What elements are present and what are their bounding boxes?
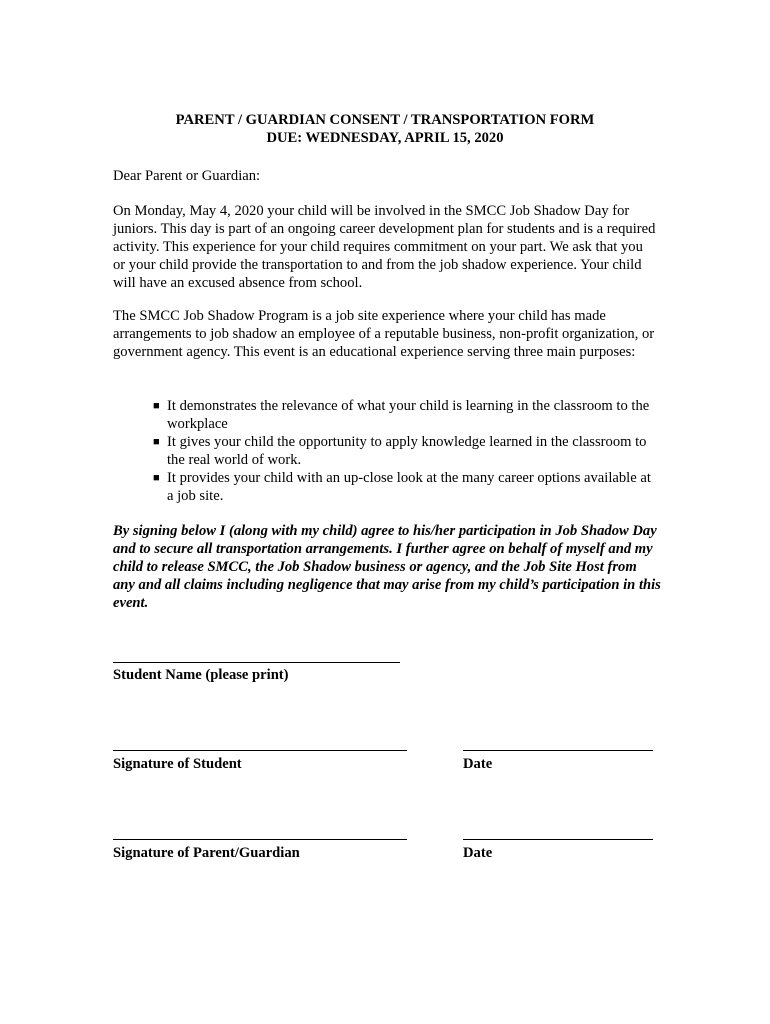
parent-date-label: Date bbox=[463, 845, 493, 861]
program-description-paragraph: The SMCC Job Shadow Program is a job site experience where your child has made arrangements to job shadow an employee of a reputable business, non-profit organization, or government agency. This event is an educational experience serving three main purposes: bbox=[113, 308, 655, 360]
purposes-list bbox=[113, 397, 658, 505]
parent-date-field[interactable] bbox=[463, 839, 653, 840]
student-date-label: Date bbox=[463, 756, 493, 772]
student-name-label: Student Name (please print) bbox=[113, 667, 289, 683]
intro-paragraph: On Monday, May 4, 2020 your child will be involved in the SMCC Job Shadow Day for juniors. This day is part of an ongoing career development plan for students and is a required activity. This experience for your child requires commitment on your part. We ask that you or your child provide the transportation to and from the job shadow experience. Your child will have an excused absence from school. bbox=[113, 203, 656, 291]
student-signature-field[interactable] bbox=[113, 750, 407, 751]
parent-signature-field[interactable] bbox=[113, 839, 407, 840]
list-item: ■ It demonstrates the relevance of what your child is learning in the classroom to the workplace bbox=[153, 398, 650, 432]
list-item: ■ It provides your child with an up-close look at the many career options available at a job site. bbox=[153, 470, 651, 504]
greeting: Dear Parent or Guardian: bbox=[113, 168, 261, 184]
bullet-square-icon: ■ bbox=[153, 400, 160, 412]
student-signature-label: Signature of Student bbox=[113, 756, 242, 772]
consent-statement: By signing below I (along with my child) agree to his/her participation in Job Shadow Day and to secure all transportation arrangements. I further agree on behalf of myself and my child to release SMCC, the Job Shadow business or agency, and the Job Site Host from any and all claims including negligence that may arise from my child’s participation in this event. bbox=[113, 523, 661, 611]
student-name-field[interactable] bbox=[113, 662, 400, 663]
student-date-field[interactable] bbox=[463, 750, 653, 751]
parent-signature-label: Signature of Parent/Guardian bbox=[113, 845, 300, 861]
form-title: PARENT / GUARDIAN CONSENT / TRANSPORTATION FORM bbox=[175, 112, 595, 128]
due-date-heading: DUE: WEDNESDAY, APRIL 15, 2020 bbox=[266, 130, 504, 146]
bullet-square-icon: ■ bbox=[153, 472, 160, 484]
bullet-square-icon: ■ bbox=[153, 436, 160, 448]
list-item: ■ It gives your child the opportunity to apply knowledge learned in the classroom to the real world of work. bbox=[153, 434, 647, 468]
